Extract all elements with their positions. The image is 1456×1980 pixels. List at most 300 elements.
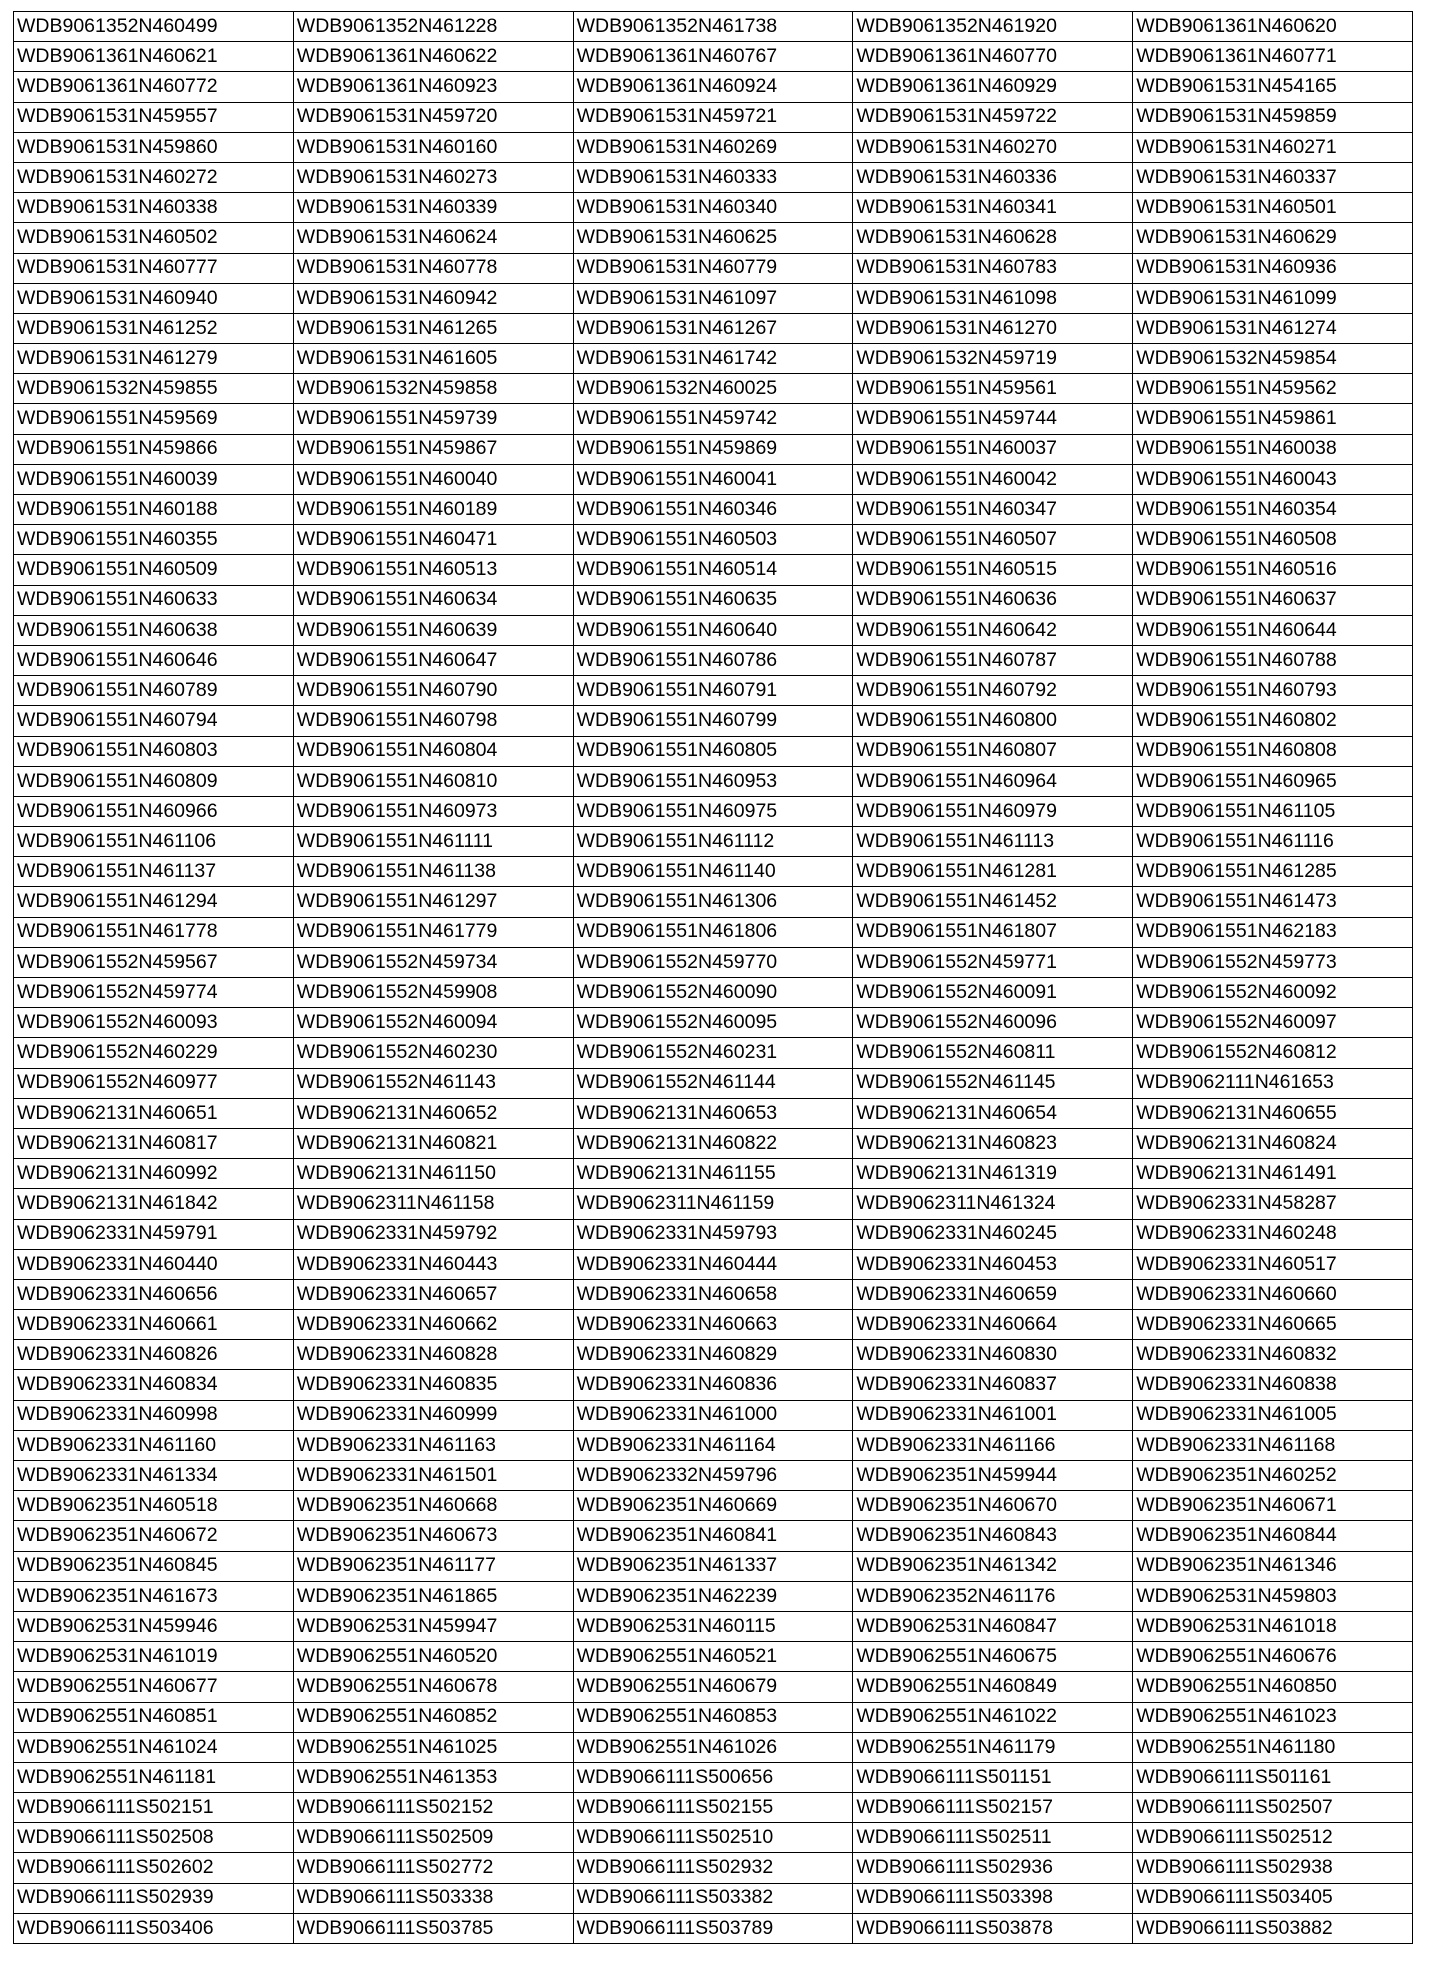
table-cell-vin: WDB9062351N461177 [293, 1551, 573, 1581]
table-cell-vin: WDB9066111S502772 [293, 1853, 573, 1883]
table-cell-vin: WDB9061532N459858 [293, 374, 573, 404]
table-row [14, 615, 1413, 645]
table-row [14, 253, 1413, 283]
table-cell-vin: WDB9061551N460040 [293, 464, 573, 494]
table-cell-vin: WDB9062331N460245 [853, 1219, 1133, 1249]
table-cell-vin: WDB9062351N461337 [573, 1551, 853, 1581]
table-cell-vin: WDB9061551N460347 [853, 495, 1133, 525]
table-row [14, 1521, 1413, 1551]
table-cell-vin: WDB9062351N460845 [14, 1551, 294, 1581]
table-cell-vin: WDB9061551N461452 [853, 887, 1133, 917]
table-row [14, 162, 1413, 192]
table-cell-vin: WDB9062351N460669 [573, 1491, 853, 1521]
table-cell-vin: WDB9061551N460647 [293, 645, 573, 675]
table-cell-vin: WDB9061551N461473 [1133, 887, 1413, 917]
table-cell-vin: WDB9066111S502936 [853, 1853, 1133, 1883]
table-cell-vin: WDB9066111S502507 [1133, 1793, 1413, 1823]
table-cell-vin: WDB9062551N460850 [1133, 1672, 1413, 1702]
table-cell-vin: WDB9062551N461022 [853, 1702, 1133, 1732]
table-row [14, 947, 1413, 977]
table-cell-vin: WDB9061552N460094 [293, 1008, 573, 1038]
table-cell-vin: WDB9062531N459946 [14, 1611, 294, 1641]
table-cell-vin: WDB9062331N461000 [573, 1400, 853, 1430]
table-cell-vin: WDB9061552N459734 [293, 947, 573, 977]
table-cell-vin: WDB9061531N460337 [1133, 162, 1413, 192]
table-row [14, 857, 1413, 887]
table-cell-vin: WDB9062331N459793 [573, 1219, 853, 1249]
table-cell-vin: WDB9061551N460793 [1133, 676, 1413, 706]
table-cell-vin: WDB9066111S503382 [573, 1883, 853, 1913]
table-cell-vin: WDB9061551N460637 [1133, 585, 1413, 615]
table-cell-vin: WDB9061552N459567 [14, 947, 294, 977]
table-cell-vin: WDB9062331N460444 [573, 1249, 853, 1279]
table-row [14, 1219, 1413, 1249]
table-cell-vin: WDB9062351N460252 [1133, 1461, 1413, 1491]
table-row [14, 283, 1413, 313]
table-cell-vin: WDB9061531N461605 [293, 344, 573, 374]
table-row [14, 555, 1413, 585]
table-row [14, 1702, 1413, 1732]
table-cell-vin: WDB9061552N459908 [293, 978, 573, 1008]
table-row [14, 1159, 1413, 1189]
table-cell-vin: WDB9061551N459866 [14, 434, 294, 464]
table-cell-vin: WDB9061551N459744 [853, 404, 1133, 434]
table-cell-vin: WDB9061551N461281 [853, 857, 1133, 887]
table-row [14, 193, 1413, 223]
table-row [14, 1038, 1413, 1068]
table-cell-vin: WDB9062351N460844 [1133, 1521, 1413, 1551]
table-cell-vin: WDB9062331N461166 [853, 1430, 1133, 1460]
table-cell-vin: WDB9062331N460832 [1133, 1340, 1413, 1370]
table-row [14, 1008, 1413, 1038]
table-cell-vin: WDB9062131N460823 [853, 1128, 1133, 1158]
table-cell-vin: WDB9061531N460273 [293, 162, 573, 192]
table-cell-vin: WDB9062331N460837 [853, 1370, 1133, 1400]
table-cell-vin: WDB9062551N461026 [573, 1732, 853, 1762]
table-cell-vin: WDB9062331N460998 [14, 1400, 294, 1430]
table-row [14, 676, 1413, 706]
table-cell-vin: WDB9061551N459869 [573, 434, 853, 464]
table-cell-vin: WDB9061531N460628 [853, 223, 1133, 253]
table-cell-vin: WDB9061551N460039 [14, 464, 294, 494]
table-cell-vin: WDB9061551N459861 [1133, 404, 1413, 434]
table-cell-vin: WDB9061552N459774 [14, 978, 294, 1008]
table-row [14, 978, 1413, 1008]
table-cell-vin: WDB9062332N459796 [573, 1461, 853, 1491]
table-row [14, 585, 1413, 615]
table-cell-vin: WDB9061352N460499 [14, 12, 294, 42]
table-cell-vin: WDB9061551N460508 [1133, 525, 1413, 555]
table-cell-vin: WDB9066111S503785 [293, 1913, 573, 1943]
table-cell-vin: WDB9062531N460847 [853, 1611, 1133, 1641]
table-row [14, 796, 1413, 826]
table-row [14, 827, 1413, 857]
table-cell-vin: WDB9062351N460671 [1133, 1491, 1413, 1521]
table-cell-vin: WDB9061551N460515 [853, 555, 1133, 585]
table-cell-vin: WDB9061531N460940 [14, 283, 294, 313]
table-cell-vin: WDB9062351N460670 [853, 1491, 1133, 1521]
table-cell-vin: WDB9061551N460799 [573, 706, 853, 736]
table-cell-vin: WDB9061531N460629 [1133, 223, 1413, 253]
table-cell-vin: WDB9061532N460025 [573, 374, 853, 404]
table-cell-vin: WDB9062331N460836 [573, 1370, 853, 1400]
table-cell-vin: WDB9061531N454165 [1133, 72, 1413, 102]
table-row [14, 374, 1413, 404]
table-cell-vin: WDB9062551N460853 [573, 1702, 853, 1732]
table-row [14, 404, 1413, 434]
table-row [14, 223, 1413, 253]
table-cell-vin: WDB9061551N461137 [14, 857, 294, 887]
table-cell-vin: WDB9061552N460090 [573, 978, 853, 1008]
table-cell-vin: WDB9062331N460999 [293, 1400, 573, 1430]
table-cell-vin: WDB9061551N460346 [573, 495, 853, 525]
table-cell-vin: WDB9061532N459854 [1133, 344, 1413, 374]
table-row [14, 736, 1413, 766]
table-cell-vin: WDB9061551N460642 [853, 615, 1133, 645]
table-row [14, 434, 1413, 464]
table-cell-vin: WDB9061551N460503 [573, 525, 853, 555]
table-cell-vin: WDB9066111S502938 [1133, 1853, 1413, 1883]
table-cell-vin: WDB9061551N460973 [293, 796, 573, 826]
table-cell-vin: WDB9061532N459855 [14, 374, 294, 404]
table-cell-vin: WDB9062531N461019 [14, 1642, 294, 1672]
table-cell-vin: WDB9061531N460269 [573, 132, 853, 162]
table-cell-vin: WDB9061551N460798 [293, 706, 573, 736]
table-cell-vin: WDB9061551N459569 [14, 404, 294, 434]
table-cell-vin: WDB9061551N460808 [1133, 736, 1413, 766]
table-cell-vin: WDB9062131N460651 [14, 1098, 294, 1128]
table-row [14, 1128, 1413, 1158]
table-cell-vin: WDB9062551N460849 [853, 1672, 1133, 1702]
table-row [14, 464, 1413, 494]
table-cell-vin: WDB9066111S502155 [573, 1793, 853, 1823]
table-cell-vin: WDB9061531N461099 [1133, 283, 1413, 313]
table-cell-vin: WDB9062351N460668 [293, 1491, 573, 1521]
table-cell-vin: WDB9061551N460953 [573, 766, 853, 796]
table-cell-vin: WDB9066111S502157 [853, 1793, 1133, 1823]
table-cell-vin: WDB9061552N460231 [573, 1038, 853, 1068]
table-cell-vin: WDB9062351N461346 [1133, 1551, 1413, 1581]
table-cell-vin: WDB9061551N461306 [573, 887, 853, 917]
table-cell-vin: WDB9061531N460341 [853, 193, 1133, 223]
table-cell-vin: WDB9061552N460096 [853, 1008, 1133, 1038]
table-row [14, 1098, 1413, 1128]
table-cell-vin: WDB9062351N460673 [293, 1521, 573, 1551]
table-cell-vin: WDB9061551N459561 [853, 374, 1133, 404]
table-cell-vin: WDB9061532N459719 [853, 344, 1133, 374]
table-cell-vin: WDB9061531N460778 [293, 253, 573, 283]
table-cell-vin: WDB9062331N461005 [1133, 1400, 1413, 1430]
table-row [14, 706, 1413, 736]
table-cell-vin: WDB9061531N460936 [1133, 253, 1413, 283]
table-cell-vin: WDB9061551N460794 [14, 706, 294, 736]
table-cell-vin: WDB9061551N460639 [293, 615, 573, 645]
table-cell-vin: WDB9062551N461024 [14, 1732, 294, 1762]
table-cell-vin: WDB9062551N460677 [14, 1672, 294, 1702]
table-row [14, 132, 1413, 162]
table-cell-vin: WDB9061551N461294 [14, 887, 294, 917]
table-cell-vin: WDB9062331N460829 [573, 1340, 853, 1370]
table-cell-vin: WDB9061551N460789 [14, 676, 294, 706]
table-cell-vin: WDB9062131N461155 [573, 1159, 853, 1189]
table-cell-vin: WDB9062551N461353 [293, 1762, 573, 1792]
table-cell-vin: WDB9062551N461181 [14, 1762, 294, 1792]
table-cell-vin: WDB9061531N461267 [573, 313, 853, 343]
table-cell-vin: WDB9062551N460520 [293, 1642, 573, 1672]
table-cell-vin: WDB9062331N461160 [14, 1430, 294, 1460]
table-cell-vin: WDB9061551N460975 [573, 796, 853, 826]
table-cell-vin: WDB9066111S501151 [853, 1762, 1133, 1792]
table-cell-vin: WDB9062331N460838 [1133, 1370, 1413, 1400]
table-cell-vin: WDB9062131N460653 [573, 1098, 853, 1128]
table-cell-vin: WDB9066111S503398 [853, 1883, 1133, 1913]
table-row [14, 1883, 1413, 1913]
table-cell-vin: WDB9061531N460625 [573, 223, 853, 253]
table-row [14, 313, 1413, 343]
table-cell-vin: WDB9062331N461163 [293, 1430, 573, 1460]
table-cell-vin: WDB9061551N460790 [293, 676, 573, 706]
table-cell-vin: WDB9061551N462183 [1133, 917, 1413, 947]
table-row [14, 102, 1413, 132]
table-cell-vin: WDB9061551N460636 [853, 585, 1133, 615]
table-cell-vin: WDB9061551N461113 [853, 827, 1133, 857]
table-cell-vin: WDB9061551N460633 [14, 585, 294, 615]
table-cell-vin: WDB9061551N460803 [14, 736, 294, 766]
table-cell-vin: WDB9061551N461806 [573, 917, 853, 947]
table-cell-vin: WDB9061551N460646 [14, 645, 294, 675]
table-cell-vin: WDB9062551N461180 [1133, 1732, 1413, 1762]
table-cell-vin: WDB9061361N460620 [1133, 12, 1413, 42]
table-cell-vin: WDB9062331N460834 [14, 1370, 294, 1400]
table-cell-vin: WDB9061552N461145 [853, 1068, 1133, 1098]
table-cell-vin: WDB9061551N461779 [293, 917, 573, 947]
table-cell-vin: WDB9066111S501161 [1133, 1762, 1413, 1792]
table-cell-vin: WDB9061361N460767 [573, 42, 853, 72]
table-cell-vin: WDB9062331N460661 [14, 1310, 294, 1340]
table-row [14, 1762, 1413, 1792]
table-cell-vin: WDB9061551N461106 [14, 827, 294, 857]
table-row [14, 42, 1413, 72]
table-cell-vin: WDB9062351N461673 [14, 1581, 294, 1611]
table-cell-vin: WDB9061352N461738 [573, 12, 853, 42]
table-cell-vin: WDB9061531N461265 [293, 313, 573, 343]
table-cell-vin: WDB9061352N461920 [853, 12, 1133, 42]
table-cell-vin: WDB9062331N460665 [1133, 1310, 1413, 1340]
table-row [14, 645, 1413, 675]
table-cell-vin: WDB9061531N461742 [573, 344, 853, 374]
table-cell-vin: WDB9061361N460770 [853, 42, 1133, 72]
table-cell-vin: WDB9061551N459867 [293, 434, 573, 464]
table-cell-vin: WDB9062331N460657 [293, 1279, 573, 1309]
table-cell-vin: WDB9062551N460678 [293, 1672, 573, 1702]
vin-table-body [14, 12, 1413, 1944]
table-cell-vin: WDB9061551N461116 [1133, 827, 1413, 857]
table-cell-vin: WDB9061551N460804 [293, 736, 573, 766]
table-cell-vin: WDB9062351N462239 [573, 1581, 853, 1611]
table-cell-vin: WDB9062311N461324 [853, 1189, 1133, 1219]
table-cell-vin: WDB9062351N460841 [573, 1521, 853, 1551]
table-cell-vin: WDB9062331N460656 [14, 1279, 294, 1309]
table-cell-vin: WDB9061551N461285 [1133, 857, 1413, 887]
table-row [14, 1551, 1413, 1581]
table-cell-vin: WDB9061551N460802 [1133, 706, 1413, 736]
table-cell-vin: WDB9061551N460807 [853, 736, 1133, 766]
table-row [14, 344, 1413, 374]
table-cell-vin: WDB9062331N460663 [573, 1310, 853, 1340]
table-cell-vin: WDB9062531N460115 [573, 1611, 853, 1641]
table-row [14, 1340, 1413, 1370]
table-cell-vin: WDB9061551N460514 [573, 555, 853, 585]
table-cell-vin: WDB9062551N461023 [1133, 1702, 1413, 1732]
table-cell-vin: WDB9062331N461168 [1133, 1430, 1413, 1460]
table-cell-vin: WDB9062551N461179 [853, 1732, 1133, 1762]
table-cell-vin: WDB9061552N460977 [14, 1068, 294, 1098]
table-cell-vin: WDB9062351N461865 [293, 1581, 573, 1611]
table-row [14, 1068, 1413, 1098]
table-cell-vin: WDB9062131N460821 [293, 1128, 573, 1158]
table-cell-vin: WDB9062551N460852 [293, 1702, 573, 1732]
table-cell-vin: WDB9062131N461319 [853, 1159, 1133, 1189]
table-cell-vin: WDB9061551N460964 [853, 766, 1133, 796]
table-cell-vin: WDB9062331N461001 [853, 1400, 1133, 1430]
table-cell-vin: WDB9062331N460248 [1133, 1219, 1413, 1249]
table-cell-vin: WDB9061531N460340 [573, 193, 853, 223]
table-row [14, 72, 1413, 102]
table-cell-vin: WDB9062331N459792 [293, 1219, 573, 1249]
table-cell-vin: WDB9061551N460516 [1133, 555, 1413, 585]
table-cell-vin: WDB9066111S503406 [14, 1913, 294, 1943]
table-cell-vin: WDB9066111S502508 [14, 1823, 294, 1853]
table-cell-vin: WDB9061552N459771 [853, 947, 1133, 977]
vin-table [13, 11, 1413, 1944]
table-row [14, 1430, 1413, 1460]
table-cell-vin: WDB9061551N460965 [1133, 766, 1413, 796]
table-cell-vin: WDB9062351N460672 [14, 1521, 294, 1551]
table-cell-vin: WDB9061551N460635 [573, 585, 853, 615]
table-row [14, 1370, 1413, 1400]
table-cell-vin: WDB9062131N460654 [853, 1098, 1133, 1128]
table-cell-vin: WDB9062331N460826 [14, 1340, 294, 1370]
table-cell-vin: WDB9066111S502939 [14, 1883, 294, 1913]
table-cell-vin: WDB9062311N461158 [293, 1189, 573, 1219]
table-row [14, 1611, 1413, 1641]
table-cell-vin: WDB9061551N460471 [293, 525, 573, 555]
table-cell-vin: WDB9061531N461252 [14, 313, 294, 343]
table-cell-vin: WDB9062131N460817 [14, 1128, 294, 1158]
table-row [14, 1189, 1413, 1219]
table-cell-vin: WDB9061531N461274 [1133, 313, 1413, 343]
table-cell-vin: WDB9061551N459742 [573, 404, 853, 434]
table-cell-vin: WDB9061531N460160 [293, 132, 573, 162]
table-cell-vin: WDB9062331N460453 [853, 1249, 1133, 1279]
table-cell-vin: WDB9061551N460043 [1133, 464, 1413, 494]
table-cell-vin: WDB9062331N460517 [1133, 1249, 1413, 1279]
table-cell-vin: WDB9061551N460188 [14, 495, 294, 525]
table-row [14, 917, 1413, 947]
table-cell-vin: WDB9061551N460786 [573, 645, 853, 675]
table-cell-vin: WDB9062131N460822 [573, 1128, 853, 1158]
table-cell-vin: WDB9061531N459557 [14, 102, 294, 132]
table-row [14, 12, 1413, 42]
table-cell-vin: WDB9061531N460333 [573, 162, 853, 192]
table-cell-vin: WDB9061551N459739 [293, 404, 573, 434]
table-row [14, 1310, 1413, 1340]
table-cell-vin: WDB9062331N460664 [853, 1310, 1133, 1340]
table-cell-vin: WDB9061361N460772 [14, 72, 294, 102]
table-cell-vin: WDB9061531N459721 [573, 102, 853, 132]
table-cell-vin: WDB9061551N460634 [293, 585, 573, 615]
table-cell-vin: WDB9061552N461144 [573, 1068, 853, 1098]
table-cell-vin: WDB9062331N460443 [293, 1249, 573, 1279]
table-cell-vin: WDB9061551N461111 [293, 827, 573, 857]
table-cell-vin: WDB9062131N460824 [1133, 1128, 1413, 1158]
table-cell-vin: WDB9061551N460788 [1133, 645, 1413, 675]
table-cell-vin: WDB9062351N461342 [853, 1551, 1133, 1581]
table-cell-vin: WDB9062331N461501 [293, 1461, 573, 1491]
table-row [14, 1491, 1413, 1521]
table-cell-vin: WDB9061552N460812 [1133, 1038, 1413, 1068]
table-cell-vin: WDB9061361N460771 [1133, 42, 1413, 72]
table-cell-vin: WDB9061551N460038 [1133, 434, 1413, 464]
table-cell-vin: WDB9062331N460830 [853, 1340, 1133, 1370]
table-cell-vin: WDB9062351N460518 [14, 1491, 294, 1521]
table-cell-vin: WDB9062111N461653 [1133, 1068, 1413, 1098]
table-cell-vin: WDB9062531N461018 [1133, 1611, 1413, 1641]
table-cell-vin: WDB9061551N461297 [293, 887, 573, 917]
table-cell-vin: WDB9062551N460851 [14, 1702, 294, 1732]
table-cell-vin: WDB9061552N461143 [293, 1068, 573, 1098]
table-row [14, 1853, 1413, 1883]
table-cell-vin: WDB9061531N460942 [293, 283, 573, 313]
table-cell-vin: WDB9061551N460037 [853, 434, 1133, 464]
table-cell-vin: WDB9061531N461270 [853, 313, 1133, 343]
table-cell-vin: WDB9062131N461842 [14, 1189, 294, 1219]
table-cell-vin: WDB9062551N460521 [573, 1642, 853, 1672]
table-cell-vin: WDB9061531N461097 [573, 283, 853, 313]
table-row [14, 887, 1413, 917]
table-cell-vin: WDB9061551N461807 [853, 917, 1133, 947]
table-cell-vin: WDB9062531N459947 [293, 1611, 573, 1641]
table-cell-vin: WDB9061531N460501 [1133, 193, 1413, 223]
table-cell-vin: WDB9062331N460662 [293, 1310, 573, 1340]
table-cell-vin: WDB9061531N460270 [853, 132, 1133, 162]
table-row [14, 1732, 1413, 1762]
table-cell-vin: WDB9062131N461150 [293, 1159, 573, 1189]
table-cell-vin: WDB9061531N460624 [293, 223, 573, 253]
table-row [14, 525, 1413, 555]
table-cell-vin: WDB9061551N460792 [853, 676, 1133, 706]
table-cell-vin: WDB9061361N460923 [293, 72, 573, 102]
table-row [14, 1279, 1413, 1309]
table-cell-vin: WDB9062331N460660 [1133, 1279, 1413, 1309]
table-cell-vin: WDB9061551N461138 [293, 857, 573, 887]
table-cell-vin: WDB9066111S503878 [853, 1913, 1133, 1943]
table-cell-vin: WDB9061531N460272 [14, 162, 294, 192]
table-cell-vin: WDB9061531N460271 [1133, 132, 1413, 162]
table-cell-vin: WDB9061551N460354 [1133, 495, 1413, 525]
table-cell-vin: WDB9061551N460041 [573, 464, 853, 494]
table-cell-vin: WDB9061551N460042 [853, 464, 1133, 494]
table-cell-vin: WDB9062551N460675 [853, 1642, 1133, 1672]
table-row [14, 1672, 1413, 1702]
table-cell-vin: WDB9061551N460966 [14, 796, 294, 826]
table-cell-vin: WDB9062331N460440 [14, 1249, 294, 1279]
table-cell-vin: WDB9061551N460979 [853, 796, 1133, 826]
table-cell-vin: WDB9062331N460659 [853, 1279, 1133, 1309]
table-cell-vin: WDB9062331N460835 [293, 1370, 573, 1400]
table-cell-vin: WDB9066111S503405 [1133, 1883, 1413, 1913]
table-cell-vin: WDB9061531N461098 [853, 283, 1133, 313]
